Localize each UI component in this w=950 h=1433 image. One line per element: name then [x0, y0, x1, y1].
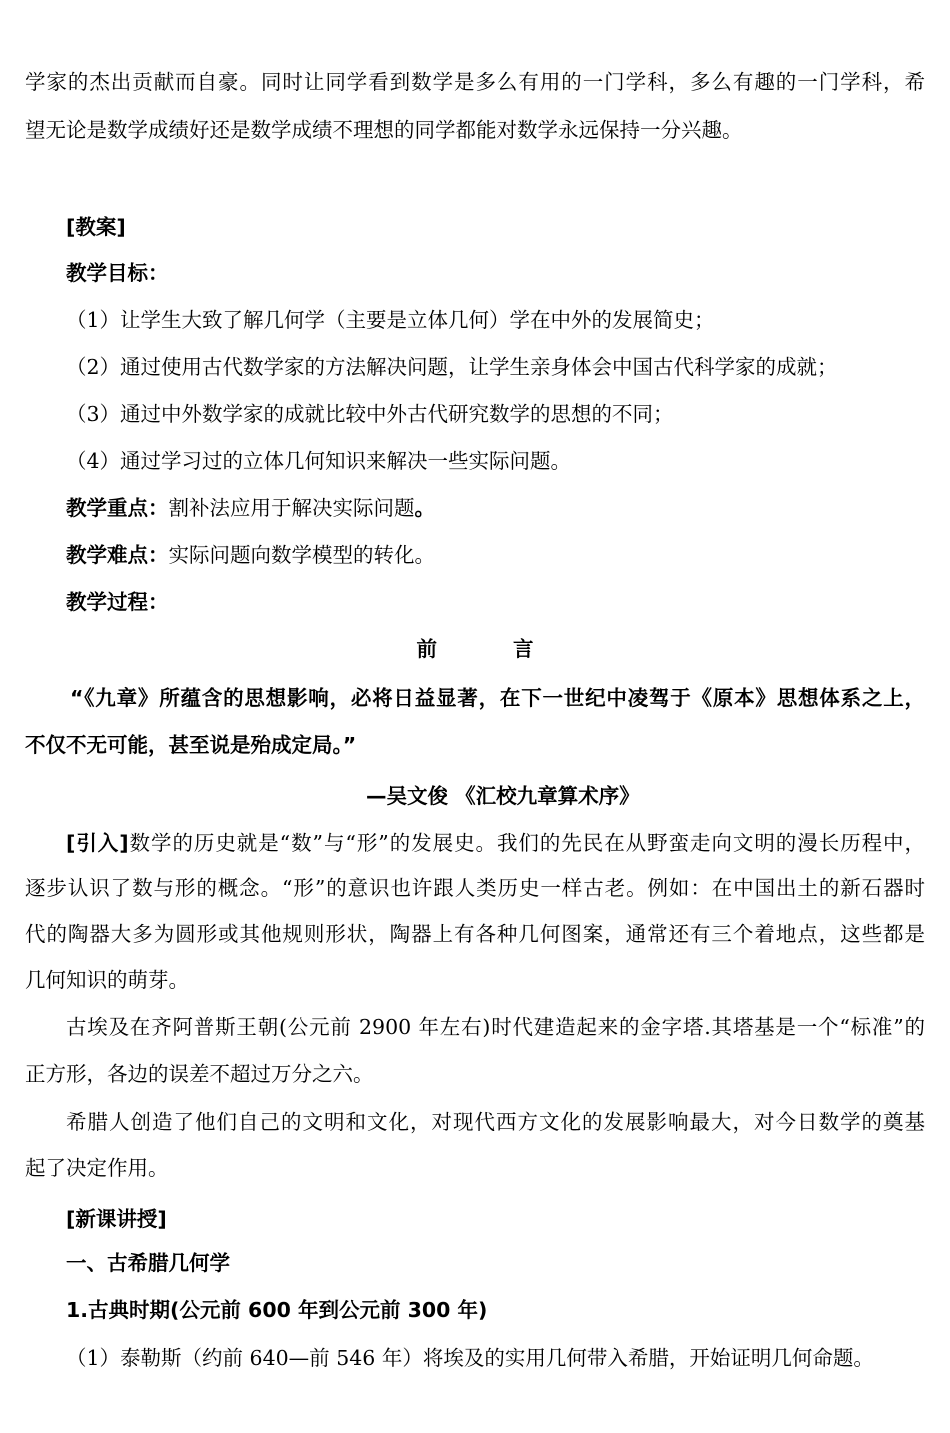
introduction-para-2-line-2: 正方形，各边的误差不超过万分之六。 — [25, 1062, 374, 1086]
new-lesson-heading: [新课讲授] — [66, 1207, 167, 1231]
objective-item-3: （3）通过中外数学家的成就比较中外古代研究数学的思想的不同； — [66, 402, 674, 426]
objective-item-4: （4）通过学习过的立体几何知识来解决一些实际问题。 — [66, 449, 572, 473]
key-point-text: 割补法应用于解决实际问题 — [168, 496, 415, 520]
lesson-plan-heading: [教案] — [66, 215, 126, 239]
objectives-heading: 教学目标： — [66, 261, 169, 285]
list-item-thales: （1）泰勒斯（约前 640—前 546 年）将埃及的实用几何带入希腊，开始证明几何命题。 — [66, 1346, 874, 1370]
preface-attribution: —吴文俊 《汇校九章算术序》 — [366, 784, 640, 808]
introduction-para-1-line-4: 几何知识的萌芽。 — [25, 968, 189, 992]
preface-title — [0, 635, 950, 663]
objective-item-1: （1）让学生大致了解几何学（主要是立体几何）学在中外的发展简史； — [66, 308, 715, 332]
introduction-para-1-line-2: 逐步认识了数与形的概念。“形”的意识也许跟人类历史一样古老。例如：在中国出土的新石器时 — [25, 876, 925, 900]
preface-title-char-2: 言 — [513, 637, 534, 661]
key-point — [0, 494, 950, 522]
preface-quote-line-1: “《九章》所蕴含的思想影响，必将日益显著，在下一世纪中凌驾于《原本》思想体系之上， — [70, 686, 925, 710]
process-heading: 教学过程： — [66, 590, 169, 614]
intro-continuation-line-2: 望无论是数学成绩好还是数学成绩不理想的同学都能对数学永远保持一分兴趣。 — [25, 118, 743, 142]
key-point-label: 教学重点： — [66, 496, 169, 520]
difficulty — [0, 541, 950, 569]
introduction-para-2-line-1: 古埃及在齐阿普斯王朝(公元前 2900 年左右)时代建造起来的金字塔.其塔基是一个“标准”的 — [66, 1015, 925, 1039]
preface-title-char-1: 前 — [416, 637, 437, 661]
key-point-end: 。 — [414, 496, 435, 520]
introduction-para-3-line-2: 起了决定作用。 — [25, 1156, 169, 1180]
introduction-para-1-line-3: 代的陶器大多为圆形或其他规则形状，陶器上有各种几何图案，通常还有三个着地点，这些都是 — [25, 922, 925, 946]
preface-quote-line-2: 不仅不无可能，甚至说是殆成定局。” — [25, 733, 357, 757]
subsection-heading-classical-period: 1.古典时期(公元前 600 年到公元前 300 年) — [66, 1298, 488, 1322]
difficulty-label: 教学难点： — [66, 543, 169, 567]
intro-continuation-line-1: 学家的杰出贡献而自豪。同时让同学看到数学是多么有用的一门学科，多么有趣的一门学科，希 — [25, 70, 925, 94]
introduction-label: [引入] — [66, 831, 129, 855]
introduction-text: 数学的历史就是“数”与“形”的发展史。我们的先民在从野蛮走向文明的漫长历程中， — [128, 831, 925, 855]
section-heading-ancient-greek-geometry: 一、古希腊几何学 — [66, 1251, 230, 1275]
introduction-para-3-line-1: 希腊人创造了他们自己的文明和文化，对现代西方文化的发展影响最大，对今日数学的奠基 — [66, 1110, 925, 1134]
objective-item-2: （2）通过使用古代数学家的方法解决问题，让学生亲身体会中国古代科学家的成就； — [66, 355, 838, 379]
difficulty-text: 实际问题向数学模型的转化。 — [168, 543, 435, 567]
introduction-para-1-line-1 — [0, 829, 950, 857]
